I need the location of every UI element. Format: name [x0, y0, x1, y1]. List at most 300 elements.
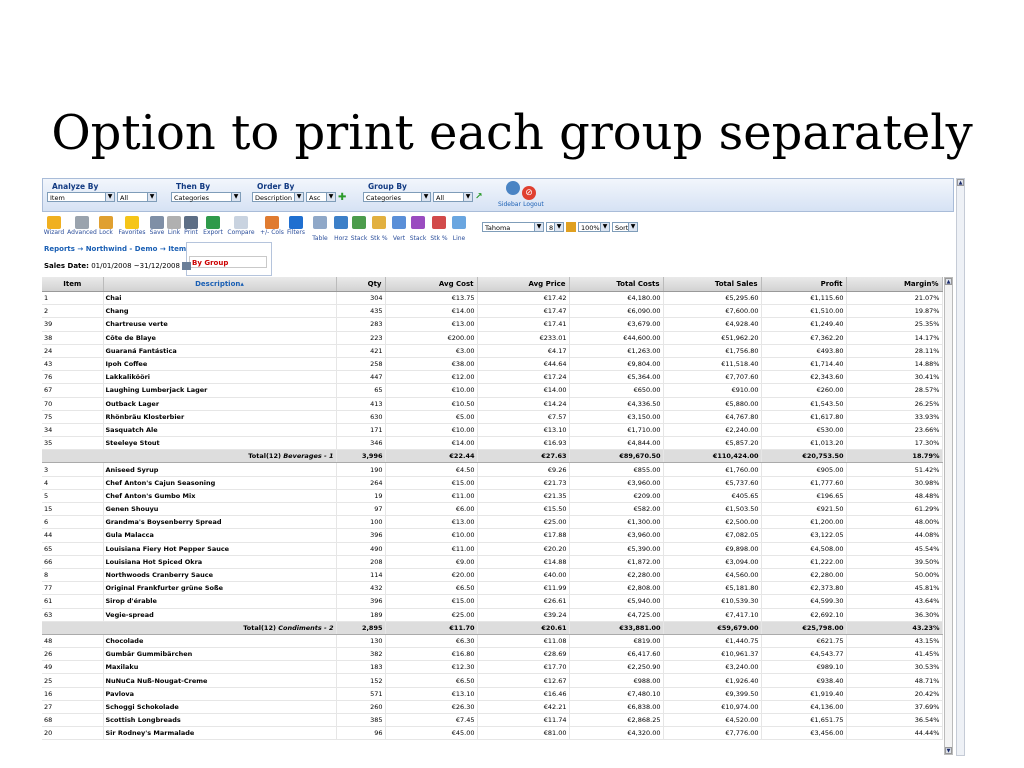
table-cell: €621.75: [761, 634, 846, 647]
table-cell: €44,600.00: [569, 331, 663, 344]
table-row: [42, 674, 942, 687]
table-cell: €650.00: [569, 384, 663, 397]
table-row: [42, 595, 942, 608]
scroll-up-icon[interactable]: ▲: [958, 180, 963, 186]
slide-title: Option to print each group separately: [51, 105, 973, 161]
table-cell: €25.00: [477, 516, 569, 529]
breadcrumb-reports[interactable]: Reports: [44, 245, 75, 253]
table-cell: €16.93: [477, 437, 569, 450]
breadcrumb-item[interactable]: Item: [168, 245, 187, 253]
table-cell: Outback Lager: [103, 397, 336, 410]
column-header[interactable]: Margin%: [846, 277, 942, 292]
table-cell: 2,895: [336, 621, 385, 634]
table-cell: 61.29%: [846, 503, 942, 516]
table-cell: €1,013.20: [761, 437, 846, 450]
table-cell: €7,480.10: [569, 687, 663, 700]
table-cell: 20.42%: [846, 687, 942, 700]
wizard-button[interactable]: Wizard: [42, 216, 66, 236]
window-scrollbar[interactable]: [956, 178, 965, 756]
table-cell: 571: [336, 687, 385, 700]
table-cell: 48: [42, 634, 103, 647]
export-button[interactable]: Export: [200, 216, 226, 236]
line-chart-icon: [452, 216, 466, 229]
compare-icon: [234, 216, 248, 229]
table-cell: €11.08: [477, 634, 569, 647]
table-cell: 19.87%: [846, 305, 942, 318]
table-cell: Chocolade: [103, 634, 336, 647]
table-button[interactable]: Table: [308, 216, 332, 242]
table-cell: €582.00: [569, 503, 663, 516]
table-cell: €14.24: [477, 397, 569, 410]
table-cell: €14.00: [477, 384, 569, 397]
analyze-by-filter-select[interactable]: All ▼: [117, 192, 157, 202]
table-cell: 4: [42, 476, 103, 489]
table-cell: 17.30%: [846, 437, 942, 450]
table-cell: €7,600.00: [663, 305, 761, 318]
table-cell: 8: [42, 568, 103, 581]
table-cell: Sirop d'érable: [103, 595, 336, 608]
order-by-label: Order By: [257, 182, 295, 191]
table-cell: €1,263.00: [569, 344, 663, 357]
table-cell: €1,756.80: [663, 344, 761, 357]
table-cell: 14.88%: [846, 357, 942, 370]
vert-button[interactable]: Vert: [390, 216, 408, 242]
table-row: [42, 371, 942, 384]
sort-select[interactable]: Sort ▼: [612, 222, 638, 232]
chevron-down-icon: ▼: [105, 193, 114, 201]
table-row: [42, 503, 942, 516]
table-cell: 39: [42, 318, 103, 331]
table-cell: €10.00: [385, 529, 477, 542]
scroll-down-icon[interactable]: ▼: [946, 748, 951, 754]
column-header-description[interactable]: Description▴: [103, 277, 336, 292]
table-cell: 34: [42, 423, 103, 436]
table-cell: €11.00: [385, 489, 477, 502]
link-button[interactable]: Link: [166, 216, 182, 236]
table-cell: 77: [42, 582, 103, 595]
table-cell: €4,136.00: [761, 700, 846, 713]
table-row: [42, 318, 942, 331]
table-cell: €110,424.00: [663, 450, 761, 463]
table-cell: 21.07%: [846, 292, 942, 305]
table-cell: Louisiana Fiery Hot Pepper Sauce: [103, 542, 336, 555]
table-cell: €10.00: [385, 423, 477, 436]
table-cell: €2,280.00: [761, 568, 846, 581]
column-header[interactable]: Qty: [336, 277, 385, 292]
table-row: [42, 397, 942, 410]
table-cell: €7,362.20: [761, 331, 846, 344]
group-total-label: Total(12) Beverages - 1: [42, 450, 336, 463]
table-header: [42, 277, 942, 292]
chevron-down-icon: ▼: [628, 223, 637, 231]
table-cell: €7.57: [477, 410, 569, 423]
table-cell: €21.73: [477, 476, 569, 489]
table-cell: €5,364.00: [569, 371, 663, 384]
table-cell: €1,115.60: [761, 292, 846, 305]
column-header[interactable]: Profit: [761, 277, 846, 292]
group-total-row: [42, 450, 942, 463]
table-cell: Rhönbräu Klosterbier: [103, 410, 336, 423]
refresh-arrow-icon[interactable]: ↗: [475, 192, 483, 202]
table-cell: 39.50%: [846, 555, 942, 568]
table-row: [42, 582, 942, 595]
table-cell: €3,094.00: [663, 555, 761, 568]
table-cell: 382: [336, 648, 385, 661]
table-cell: €7,776.00: [663, 727, 761, 740]
group-by-label: Group By: [368, 182, 407, 191]
group-total-row: [42, 621, 942, 634]
logout-link[interactable]: Logout: [523, 201, 544, 208]
table-cell: €1,222.00: [761, 555, 846, 568]
table-cell: 24: [42, 344, 103, 357]
table-cell: €10.50: [385, 397, 477, 410]
advanced-button[interactable]: Advanced: [66, 216, 98, 236]
table-cell: 189: [336, 608, 385, 621]
table-row: [42, 384, 942, 397]
table-cell: 26.25%: [846, 397, 942, 410]
logout-icon[interactable]: ⊘: [522, 186, 536, 200]
compare-button[interactable]: Compare: [226, 216, 256, 236]
table-cell: 33.93%: [846, 410, 942, 423]
table-row: [42, 489, 942, 502]
table-cell: €89,670.50: [569, 450, 663, 463]
table-cell: €3,960.00: [569, 476, 663, 489]
cols-button[interactable]: +/- Cols: [256, 216, 288, 236]
table-cell: 130: [336, 634, 385, 647]
chevron-down-icon: ▼: [534, 223, 543, 231]
table-cell: €59,679.00: [663, 621, 761, 634]
table-cell: €2,808.00: [569, 582, 663, 595]
table-cell: 283: [336, 318, 385, 331]
table-cell: €17.47: [477, 305, 569, 318]
table-cell: €16.46: [477, 687, 569, 700]
then-by-label: Then By: [176, 182, 211, 191]
table-cell: €39.24: [477, 608, 569, 621]
table-cell: €4,543.77: [761, 648, 846, 661]
horizontal-bar-icon: [334, 216, 348, 229]
sales-date-value: 01/01/2008 ~31/12/2008: [91, 262, 180, 270]
table-cell: 385: [336, 714, 385, 727]
table-cell: Chang: [103, 305, 336, 318]
table-row: [42, 437, 942, 450]
analyze-by-select[interactable]: Item ▼: [47, 192, 115, 202]
table-scrollbar[interactable]: [944, 277, 953, 755]
table-cell: €11.74: [477, 714, 569, 727]
table-cell: €3,960.00: [569, 529, 663, 542]
table-cell: 304: [336, 292, 385, 305]
column-header[interactable]: Item: [42, 277, 103, 292]
table-cell: €6.50: [385, 582, 477, 595]
table-cell: €42.21: [477, 700, 569, 713]
table-cell: €81.00: [477, 727, 569, 740]
vert-stack-button[interactable]: Stack: [408, 216, 428, 242]
order-by-group: [252, 182, 346, 203]
table-cell: €5,737.60: [663, 476, 761, 489]
table-cell: 432: [336, 582, 385, 595]
table-cell: 27: [42, 700, 103, 713]
table-cell: Gula Malacca: [103, 529, 336, 542]
table-cell: €6,417.60: [569, 648, 663, 661]
table-cell: €6,838.00: [569, 700, 663, 713]
table-cell: €3,150.00: [569, 410, 663, 423]
order-direction-select[interactable]: Asc ▼: [306, 192, 336, 202]
table-row: [42, 344, 942, 357]
filters-button[interactable]: Filters: [286, 216, 306, 236]
then-by-group: [171, 182, 243, 202]
table-cell: Sir Rodney's Marmalade: [103, 727, 336, 740]
columns-icon: [265, 216, 279, 229]
table-cell: Pavlova: [103, 687, 336, 700]
table-cell: €20.20: [477, 542, 569, 555]
table-cell: 396: [336, 529, 385, 542]
table-cell: €1,543.50: [761, 397, 846, 410]
table-cell: Maxilaku: [103, 661, 336, 674]
table-cell: Aniseed Syrup: [103, 463, 336, 476]
table-cell: €10,961.37: [663, 648, 761, 661]
table-cell: NuNuCa Nuß-Nougat-Creme: [103, 674, 336, 687]
group-by-select[interactable]: Categories ▼: [363, 192, 431, 202]
table-cell: 65: [336, 384, 385, 397]
table-cell: €988.00: [569, 674, 663, 687]
table-cell: 3: [42, 463, 103, 476]
table-cell: €17.24: [477, 371, 569, 384]
table-row: [42, 463, 942, 476]
table-cell: €910.00: [663, 384, 761, 397]
table-cell: 28.57%: [846, 384, 942, 397]
table-icon: [313, 216, 327, 229]
group-by-filter-select[interactable]: All ▼: [433, 192, 473, 202]
table-row: [42, 608, 942, 621]
table-cell: €12.67: [477, 674, 569, 687]
table-cell: €9,898.00: [663, 542, 761, 555]
table-cell: 35: [42, 437, 103, 450]
table-cell: €1,777.60: [761, 476, 846, 489]
horz-stk-pct-button[interactable]: Stk %: [368, 216, 390, 242]
table-cell: €5,857.20: [663, 437, 761, 450]
table-cell: €1,617.80: [761, 410, 846, 423]
table-cell: 20: [42, 727, 103, 740]
column-header[interactable]: Total Costs: [569, 277, 663, 292]
table-cell: €10,974.00: [663, 700, 761, 713]
table-cell: €15.00: [385, 476, 477, 489]
table-cell: €1,200.00: [761, 516, 846, 529]
table-cell: 171: [336, 423, 385, 436]
report-table: [42, 277, 943, 740]
table-cell: €3,122.05: [761, 529, 846, 542]
table-cell: €3,456.00: [761, 727, 846, 740]
sidebar-link[interactable]: Sidebar: [498, 201, 521, 208]
lock-button[interactable]: Lock: [98, 216, 114, 236]
table-cell: €2,868.25: [569, 714, 663, 727]
table-cell: €4,320.00: [569, 727, 663, 740]
table-cell: €21.35: [477, 489, 569, 502]
sidebar-icon[interactable]: [506, 181, 520, 195]
table-cell: 18.79%: [846, 450, 942, 463]
table-cell: €200.00: [385, 331, 477, 344]
table-cell: 38: [42, 331, 103, 344]
zoom-select[interactable]: 100% ▼: [578, 222, 610, 232]
table-cell: Original Frankfurter grüne Soße: [103, 582, 336, 595]
table-cell: 37.69%: [846, 700, 942, 713]
table-cell: €33,881.00: [569, 621, 663, 634]
table-cell: 152: [336, 674, 385, 687]
table-cell: Louisiana Hot Spiced Okra: [103, 555, 336, 568]
table-cell: €7.45: [385, 714, 477, 727]
table-cell: €2,250.90: [569, 661, 663, 674]
group-by-group: [363, 182, 483, 202]
table-cell: €6.00: [385, 503, 477, 516]
table-cell: 100: [336, 516, 385, 529]
table-cell: 3,996: [336, 450, 385, 463]
table-cell: €51,962.20: [663, 331, 761, 344]
favorites-button[interactable]: Favorites: [116, 216, 148, 236]
report-app: [42, 178, 968, 758]
table-cell: 96: [336, 727, 385, 740]
table-cell: 30.41%: [846, 371, 942, 384]
table-cell: €4,928.40: [663, 318, 761, 331]
wizard-icon: [47, 216, 61, 229]
table-cell: €1,503.50: [663, 503, 761, 516]
table-cell: €5,940.00: [569, 595, 663, 608]
breadcrumb: Reports → Northwind - Demo → Item: [44, 245, 207, 253]
table-cell: 15: [42, 503, 103, 516]
breadcrumb-northwind[interactable]: Northwind - Demo: [85, 245, 158, 253]
star-icon: [125, 216, 139, 229]
table-cell: Ipoh Coffee: [103, 357, 336, 370]
table-row: [42, 292, 942, 305]
horz-stack-button[interactable]: Stack: [350, 216, 368, 242]
table-cell: 264: [336, 476, 385, 489]
chevron-down-icon: ▼: [421, 193, 430, 201]
table-cell: €13.75: [385, 292, 477, 305]
print-button[interactable]: Print: [182, 216, 200, 236]
table-cell: €921.50: [761, 503, 846, 516]
column-header[interactable]: Avg Price: [477, 277, 569, 292]
analyze-by-group: [47, 182, 159, 202]
table-cell: €11.99: [477, 582, 569, 595]
table-cell: €7,707.60: [663, 371, 761, 384]
table-cell: €2,240.00: [663, 423, 761, 436]
table-cell: 6: [42, 516, 103, 529]
table-cell: 1: [42, 292, 103, 305]
table-cell: 490: [336, 542, 385, 555]
table-cell: 41.45%: [846, 648, 942, 661]
action-toolbar: [42, 214, 954, 242]
table-cell: €13.00: [385, 318, 477, 331]
table-cell: €989.10: [761, 661, 846, 674]
table-cell: €44.64: [477, 357, 569, 370]
table-cell: €16.80: [385, 648, 477, 661]
table-row: [42, 634, 942, 647]
table-cell: 45.81%: [846, 582, 942, 595]
table-cell: €5,880.00: [663, 397, 761, 410]
table-cell: €25.00: [385, 608, 477, 621]
sales-date: [44, 262, 191, 270]
table-cell: 30.53%: [846, 661, 942, 674]
table-cell: €10,539.30: [663, 595, 761, 608]
table-cell: €2,280.00: [569, 568, 663, 581]
table-cell: €5,295.60: [663, 292, 761, 305]
table-cell: Chef Anton's Gumbo Mix: [103, 489, 336, 502]
calendar-icon[interactable]: [182, 262, 191, 270]
table-cell: 61: [42, 595, 103, 608]
column-header[interactable]: Total Sales: [663, 277, 761, 292]
table-cell: €4.50: [385, 463, 477, 476]
table-cell: 75: [42, 410, 103, 423]
stack-bar-icon: [352, 216, 366, 229]
table-cell: Steeleye Stout: [103, 437, 336, 450]
chevron-down-icon: ▼: [294, 193, 303, 201]
table-cell: Grandma's Boysenberry Spread: [103, 516, 336, 529]
table-cell: €493.80: [761, 344, 846, 357]
table-cell: €9,399.50: [663, 687, 761, 700]
table-cell: €22.44: [385, 450, 477, 463]
table-cell: €5,390.00: [569, 542, 663, 555]
table-cell: Schoggi Schokolade: [103, 700, 336, 713]
font-color-icon[interactable]: [566, 222, 576, 232]
table-cell: €14.00: [385, 437, 477, 450]
table-cell: 49: [42, 661, 103, 674]
table-cell: 630: [336, 410, 385, 423]
table-cell: €25,798.00: [761, 621, 846, 634]
scroll-up-icon[interactable]: ▲: [946, 279, 951, 285]
table-cell: €1,926.40: [663, 674, 761, 687]
table-cell: Laughing Lumberjack Lager: [103, 384, 336, 397]
save-button[interactable]: Save: [148, 216, 166, 236]
order-by-select[interactable]: Description ▼: [252, 192, 304, 202]
table-cell: 36.54%: [846, 714, 942, 727]
horz-button[interactable]: Horz: [332, 216, 350, 242]
then-by-select[interactable]: Categories ▼: [171, 192, 241, 202]
chevron-down-icon: ▼: [554, 223, 563, 231]
line-button[interactable]: Line: [450, 216, 468, 242]
table-row: [42, 357, 942, 370]
table-cell: 43.15%: [846, 634, 942, 647]
sort-asc-icon: ▴: [240, 280, 244, 288]
table-cell: €4,180.00: [569, 292, 663, 305]
add-order-icon[interactable]: ✚: [338, 192, 347, 203]
vertical-stack-percent-icon: [432, 216, 446, 229]
table-cell: €14.00: [385, 305, 477, 318]
vert-stk-pct-button[interactable]: Stk %: [428, 216, 450, 242]
table-cell: Sasquatch Ale: [103, 423, 336, 436]
table-cell: €9.26: [477, 463, 569, 476]
table-cell: €13.00: [385, 516, 477, 529]
table-cell: €405.65: [663, 489, 761, 502]
font-select[interactable]: Tahoma ▼: [482, 222, 544, 232]
table-cell: €17.41: [477, 318, 569, 331]
table-cell: €1,714.40: [761, 357, 846, 370]
table-cell: €1,710.00: [569, 423, 663, 436]
table-cell: €27.63: [477, 450, 569, 463]
table-cell: €13.10: [385, 687, 477, 700]
table-row: [42, 714, 942, 727]
table-cell: €196.65: [761, 489, 846, 502]
table-cell: 183: [336, 661, 385, 674]
gear-icon: [75, 216, 89, 229]
table-cell: €17.88: [477, 529, 569, 542]
table-cell: 223: [336, 331, 385, 344]
table-row: [42, 568, 942, 581]
font-size-select[interactable]: 8 ▼: [546, 222, 564, 232]
table-cell: 258: [336, 357, 385, 370]
analyze-by-label: Analyze By: [52, 182, 99, 191]
table-cell: 346: [336, 437, 385, 450]
table-cell: Northwoods Cranberry Sauce: [103, 568, 336, 581]
dropdown-option-by-group[interactable]: By Group: [189, 256, 267, 268]
column-header[interactable]: Avg Cost: [385, 277, 477, 292]
table-cell: 208: [336, 555, 385, 568]
